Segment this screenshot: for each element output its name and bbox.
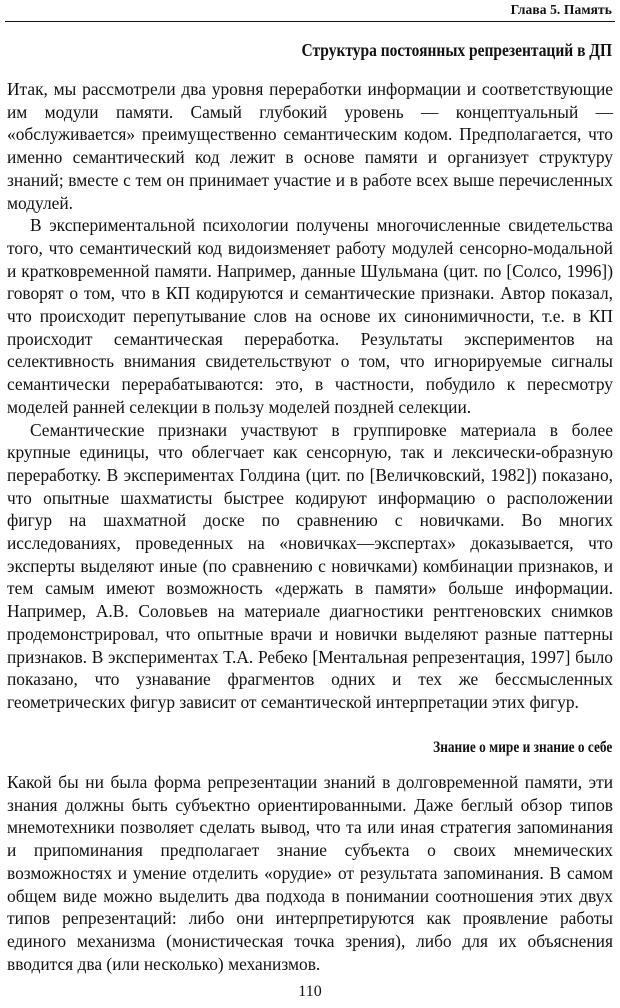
subsection-title: Знание о мире и знание о себе	[432, 739, 612, 756]
paragraph-2: В экспериментальной психологии получены многочисленные свидетельства того, что семантический код видоизменяет работу модулей сенсорно-модальной и кратковременной памяти. Например, данные Шульмана (цит. по [Солсо, 1996]) говорят о том, что в КП кодируются и семантические признаки. Автор показал, что происходит перепутывание слов на основе их синонимичности, т.е. в КП происходит семантическая переработка. Результаты экспериментов на селективность внимания свидетельствуют о том, что игнорируемые сигналы семантически перерабатываются: это, в частности, побудило к пересмотру моделей ранней селекции в пользу моделей поздней селекции.	[7, 215, 613, 417]
section-body	[7, 78, 613, 714]
paragraph-1: Итак, мы рассмотрели два уровня переработки информации и соответствующие им модули памяти. Самый глубокий уровень — концептуальный — «обслуживается» преимущественно семантическим кодом. Предполагается, что именно семантический код лежит в основе памяти и организует структуру знаний; вместе с тем он принимает участие и в работе всех выше перечисленных модулей.	[7, 79, 613, 213]
subsection-body	[7, 771, 613, 975]
section-title: Структура постоянных репрезентаций в ДП	[301, 40, 612, 60]
paragraph-4: Какой бы ни была форма репрезентации знаний в долговременной памяти, эти знания должны быть субъектно ориентированными. Даже беглый обзор типов мнемотехники позволяет сделать вывод, что та или иная стратегия запоминания и припоминания предполагает знание субъекта о своих мнемических возможностях и умение отделить «орудие» от результата запоминания. В самом общем виде можно выделить два подхода в понимании соотношения этих двух типов репрезентаций: либо они интерпретируются как проявление работы единого механизма (монистическая точка зрения), либо для их объяснения вводится два (или несколько) механизмов.	[7, 772, 613, 974]
header-rule	[5, 21, 615, 22]
page-number: 110	[298, 983, 322, 1000]
paragraph-3: Семантические признаки участвуют в группировке материала в более крупные единицы, что облегчает как сенсорную, так и лексически-образную переработку. В экспериментах Голдина (цит. по [Величковский, 1982]) показано, что опытные шахматисты быстрее кодируют информацию о расположении фигур на шахматной доске по сравнению с новичками. Во многих исследованиях, проведенных на «новичках—экспертах» доказывается, что эксперты выделяют иные (по сравнению с новичками) комбинации признаков, и тем самым имеют возможность «держать в памяти» больше информации. Например, А.В. Соловьев на материале диагностики рентгеновских снимков продемонстрировал, что опытные врачи и новички выделяют разные паттерны признаков. В экспериментах Т.А. Ребеко [Ментальная репрезентация, 1997] было показано, что узнавание фрагментов одних и тех же бессмысленных геометрических фигур зависит от семантической интерпретации этих фигур.	[7, 419, 613, 712]
running-head: Глава 5. Память	[510, 2, 612, 17]
